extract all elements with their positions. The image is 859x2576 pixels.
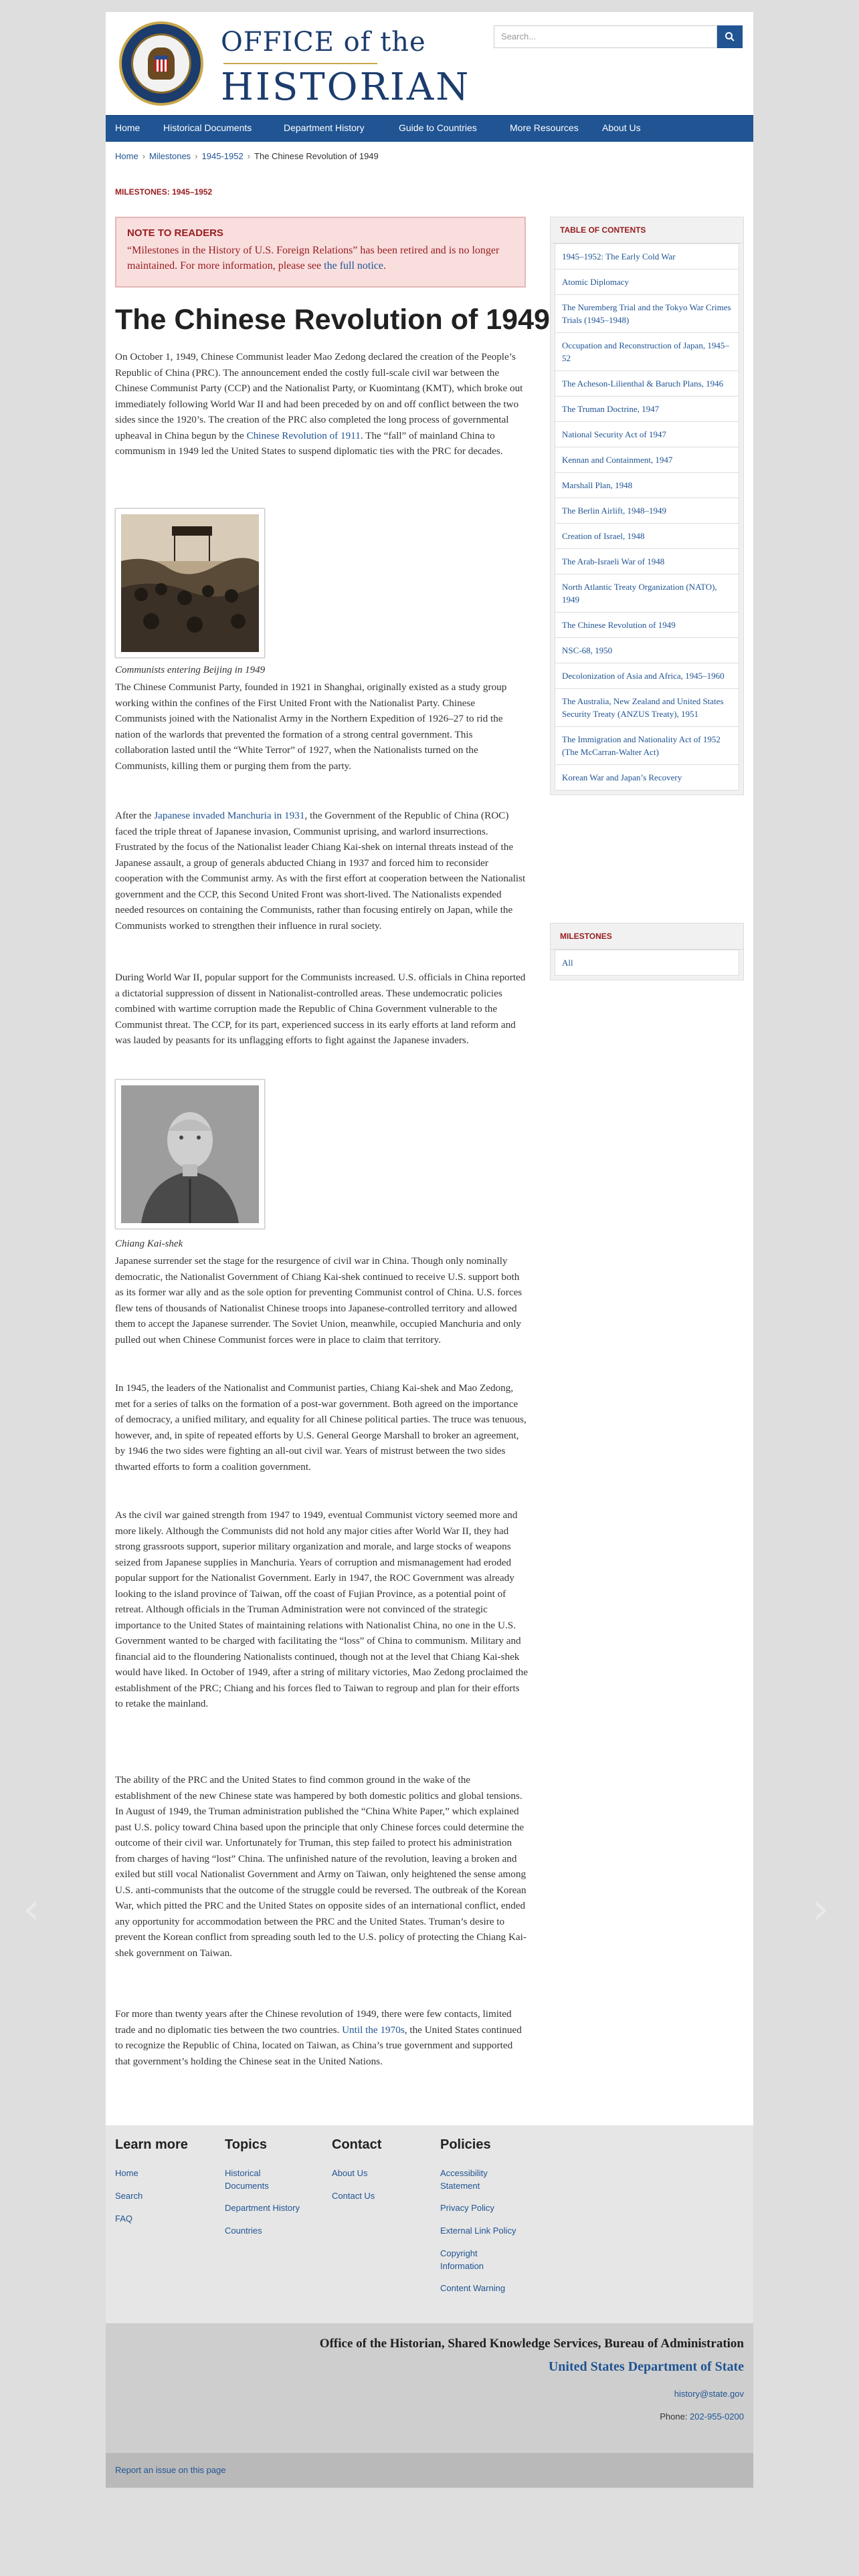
nav-historical-documents[interactable]: Historical Documents <box>163 122 252 133</box>
footer-email-link[interactable]: history@state.gov <box>674 2389 744 2399</box>
toc-item[interactable]: 1945–1952: The Early Cold War <box>555 243 739 270</box>
footer-historical-documents-link[interactable]: Historical Documents <box>225 2168 269 2191</box>
toc-item[interactable]: Occupation and Reconstruction of Japan, 1945–52 <box>555 333 739 371</box>
report-issue-link[interactable]: Report an issue on this page <box>115 2465 226 2475</box>
toc-item[interactable]: The Nuremberg Trial and the Tokyo War Crimes Trials (1945–1948) <box>555 295 739 333</box>
footer-learn-more-heading: Learn more <box>115 2137 188 2152</box>
paragraph-8: The ability of the PRC and the United States to find common ground in the wake of the establishment of the new Chinese state was hampered by both domestic politics and global tensions. In August of 1949, the Truman administration published the “China White Paper,” which explained past U.S. policy toward China based upon the principle that only Chinese forces could determine the outcome of their civil war. Unfortunately for Truman, this step failed to protect his administration from charges of having “lost” China. The unfinished nature of the revolution, leaving a broken and exiled but still vocal Nationalist Government and Army on Taiwan, only heightened the sense among U.S. anti-communists that the outcome of the struggle could be reversed. The outbreak of the Korean War, which pitted the PRC and the United States on opposite sides of an international conflict, ended any opportunity for accommodation between the PRC and the United States. Truman’s desire to prevent the Korean conflict from spreading south led to the U.S. policy of protecting the Chiang Kai-shek government on Taiwan. <box>115 1774 527 1959</box>
toc-item[interactable]: NSC-68, 1950 <box>555 638 739 663</box>
toc-heading: TABLE OF CONTENTS <box>551 217 743 243</box>
footer-contact-heading: Contact <box>332 2137 382 2152</box>
department-seal-logo[interactable] <box>119 21 203 106</box>
footer-department-link[interactable]: United States Department of State <box>548 2359 744 2374</box>
breadcrumb: Home › Milestones › 1945-1952 › The Chinese Revolution of 1949 <box>115 151 379 161</box>
caption-chiang-kai-shek: Chiang Kai-shek <box>115 1239 183 1249</box>
footer-report-bar <box>106 2453 753 2488</box>
paragraph-2: The Chinese Communist Party, founded in 1921 in Shanghai, originally existed as a study group working within the confines of the First United Front with the Nationalist Party. Chinese Communists joined with the Nationalist Army in the Northern Expedition of 1926–27 to rid the nation of the warlords that prevented the formation of a strong central government. This collaboration lasted until the “White Terror” of 1927, when the Nationalists turned on the Communists, killing them or purging them from the party. <box>115 681 507 772</box>
nav-department-history[interactable]: Department History <box>284 122 365 133</box>
toc-item[interactable]: The Truman Doctrine, 1947 <box>555 397 739 422</box>
manchuria-link[interactable]: Japanese invaded Manchuria in 1931 <box>154 810 305 821</box>
footer-home-link[interactable]: Home <box>115 2168 138 2178</box>
note-body: “Milestones in the History of U.S. Foreign Relations” has been retired and is no longer maintained. For more information, please see <box>127 245 500 272</box>
table-of-contents <box>550 217 744 795</box>
paragraph-1: On October 1, 1949, Chinese Communist leader Mao Zedong declared the creation of the People’s Republic of China (PRC). The announcement ended the costly full-scale civil war between the Chinese Communist Party (CCP) and the Nationalist Party, or Kuomintang (KMT), which broke out immediately following World War II and had been preceded by on and off conflict between the two sides since the 1920’s. The creation of the PRC also completed the long process of governmental upheaval in China begun by the Chinese Revolution of 1911. The “fall” of mainland China to communism in 1949 led the United States to suspend diplomatic ties with the PRC for decades. <box>115 351 523 457</box>
toc-item[interactable]: Marshall Plan, 1948 <box>555 473 739 498</box>
toc-item[interactable]: The Australia, New Zealand and United States Security Treaty (ANZUS Treaty), 1951 <box>555 689 739 727</box>
nav-home[interactable]: Home <box>115 122 140 133</box>
toc-item[interactable]: Korean War and Japan’s Recovery <box>555 765 739 790</box>
nav-about-us[interactable]: About Us <box>602 122 641 133</box>
until-1970s-link[interactable]: Until the 1970s <box>342 2024 405 2036</box>
paragraph-7: As the civil war gained strength from 1947 to 1949, eventual Communist victory seemed more and more likely. Although the Communists did not hold any major cities after World War II, they had strong grassroots support, superior military organization and morale, and large stocks of weapons seized from Japanese supplies in Manchuria. Years of corruption and mismanagement had eroded popular support for the Nationalist Government. Early in 1947, the ROC Government was already looking to the island province of Taiwan, off the coast of Fujian Province, as a potential point of retreat. Although officials in the Truman Administration were not convinced of the strategic importance to the United States of maintaining relations with Nationalist China, no one in the U.S. Government wanted to be charged with facilitating the “loss” of China to communism. Military and financial aid to the floundering Nationalists continued, though not at the level that Chiang Kai-shek would have liked. In October of 1949, after a string of military victories, Mao Zedong proclaimed the establishment of the PRC; Chiang and his forces fled to Taiwan to regroup and plan for their efforts to retake the mainland. <box>115 1509 529 1709</box>
milestones-all-link[interactable]: All <box>555 950 739 976</box>
page <box>106 12 753 2488</box>
chiang-kai-shek-photo <box>121 1085 259 1223</box>
main-nav <box>106 115 753 142</box>
footer-org-name: Office of the Historian, Shared Knowledge Services, Bureau of Administration <box>319 2337 744 2351</box>
logo-office-of-the[interactable]: OFFICE of the <box>221 27 426 58</box>
nav-guide-to-countries[interactable]: Guide to Countries <box>399 122 477 133</box>
footer-department-history-link[interactable]: Department History <box>225 2203 300 2213</box>
note-to-readers: NOTE TO READERS “Milestones in the History of U.S. Foreign Relations” has been retired and is no longer maintained. For more information, please see the full notice. <box>115 217 526 288</box>
footer-countries-link[interactable]: Countries <box>225 2226 262 2236</box>
footer-search-link[interactable]: Search <box>115 2191 143 2201</box>
toc-item[interactable]: Kennan and Containment, 1947 <box>555 447 739 473</box>
search-input[interactable]: Search... <box>494 25 717 48</box>
footer-phone-link[interactable]: 202-955-0200 <box>690 2411 744 2422</box>
footer-faq-link[interactable]: FAQ <box>115 2214 133 2224</box>
footer-contact-us-link[interactable]: Contact Us <box>332 2191 375 2201</box>
footer-content-warning-link[interactable]: Content Warning <box>440 2283 506 2293</box>
figure-communists-beijing[interactable] <box>115 508 265 658</box>
milestones-box <box>550 923 744 980</box>
footer-about-us-link[interactable]: About Us <box>332 2168 368 2178</box>
footer-privacy-link[interactable]: Privacy Policy <box>440 2203 494 2213</box>
figure-chiang-kai-shek[interactable] <box>115 1079 265 1229</box>
caption-communists-beijing: Communists entering Beijing in 1949 <box>115 665 266 675</box>
next-arrow-icon[interactable]: › <box>812 1885 830 1934</box>
footer-copyright-link[interactable]: Copyright Information <box>440 2248 484 2271</box>
nav-more-resources[interactable]: More Resources <box>510 122 579 133</box>
paragraph-9: For more than twenty years after the Chinese revolution of 1949, there were few contacts, limited trade and no diplomatic ties between the two countries. Until the 1970s, the United States continued to recognize the Republic of China, located on Taiwan, as China’s true government and supported that government’s holding the Chinese seat in the United Nations. <box>115 2008 522 2067</box>
prev-arrow-icon[interactable]: ‹ <box>23 1885 40 1934</box>
toc-item[interactable]: North Atlantic Treaty Organization (NATO), 1949 <box>555 574 739 613</box>
breadcrumb-milestones[interactable]: Milestones <box>149 151 191 161</box>
communists-entering-beijing-photo <box>121 514 259 652</box>
revolution-1911-link[interactable]: Chinese Revolution of 1911 <box>246 429 361 441</box>
footer-phone: Phone: 202-955-0200 <box>660 2411 744 2422</box>
footer-organization <box>106 2323 753 2453</box>
logo-divider <box>223 63 377 64</box>
footer-accessibility-link[interactable]: Accessibility Statement <box>440 2168 488 2191</box>
footer-external-link-policy[interactable]: External Link Policy <box>440 2226 516 2236</box>
logo-historian[interactable]: HISTORIAN <box>221 66 471 109</box>
toc-item[interactable]: The Chinese Revolution of 1949 <box>555 613 739 638</box>
breadcrumb-period[interactable]: 1945-1952 <box>201 151 244 161</box>
page-title: The Chinese Revolution of 1949 <box>115 304 550 336</box>
breadcrumb-current: The Chinese Revolution of 1949 <box>254 151 379 161</box>
section-eyebrow: MILESTONES: 1945–1952 <box>115 187 213 197</box>
toc-item[interactable]: The Acheson-Lilienthal & Baruch Plans, 1946 <box>555 371 739 397</box>
paragraph-5: Japanese surrender set the stage for the resurgence of civil war in China. Though only nominally democratic, the Nationalist Government of Chiang Kai-shek continued to receive U.S. support both as its former war ally and as the sole option for preventing Communist control of China. U.S. forces flew tens of thousands of Nationalist Chinese troops into Japanese-controlled territory and allowed them to accept the Japanese surrender. The Soviet Union, meanwhile, occupied Manchuria and only pulled out when Chinese Communist forces were in place to claim that territory. <box>115 1255 522 1346</box>
toc-item[interactable]: Creation of Israel, 1948 <box>555 524 739 549</box>
milestones-heading: MILESTONES <box>551 924 743 950</box>
search-icon <box>725 31 735 42</box>
paragraph-4: During World War II, popular support for the Communists increased. U.S. officials in China reported a dictatorial suppression of dissent in Nationalist-controlled areas. These undemocratic policies combined with wartime corruption made the Republic of China Government vulnerable to the Communist threat. The CCP, for its part, experienced success in its early efforts at land reform and was lauded by peasants for its unflagging efforts to fight against the Japanese invaders. <box>115 972 526 1046</box>
site-footer <box>106 2125 753 2323</box>
paragraph-3: After the Japanese invaded Manchuria in 1931, the Government of the Republic of China (ROC) faced the triple threat of Japanese invasion, Communist uprising, and warlord insurrections. Frustrated by the focus of the Nationalist leader Chiang Kai-shek on internal threats instead of the Japanese assault, a group of generals abducted Chiang in 1937 and forced him to reconsider cooperation with the Communist army. As with the first effort at cooperation between the Nationalist government and the CCP, this Second United Front was short-lived. The Nationalists expended needed resources on containing the Communists, rather than focusing entirely on Japan, while the Communists worked to strengthen their influence in rural society. <box>115 810 526 932</box>
note-heading: NOTE TO READERS <box>127 227 223 239</box>
toc-item[interactable]: Atomic Diplomacy <box>555 270 739 295</box>
full-notice-link[interactable]: the full notice <box>324 260 383 272</box>
footer-topics-heading: Topics <box>225 2137 267 2152</box>
footer-policies-heading: Policies <box>440 2137 491 2152</box>
toc-item[interactable]: The Berlin Airlift, 1948–1949 <box>555 498 739 524</box>
search-button[interactable] <box>717 25 743 48</box>
toc-item[interactable]: The Arab-Israeli War of 1948 <box>555 549 739 574</box>
toc-item[interactable]: The Immigration and Nationality Act of 1952 (The McCarran-Walter Act) <box>555 727 739 765</box>
toc-item[interactable]: National Security Act of 1947 <box>555 422 739 447</box>
paragraph-6: In 1945, the leaders of the Nationalist and Communist parties, Chiang Kai-shek and Mao Zedong, met for a series of talks on the formation of a post-war government. Both agreed on the importance of democracy, a unified military, and equality for all Chinese political parties. The truce was tenuous, however, and, in spite of repeated efforts by U.S. General George Marshall to broker an agreement, by 1946 the two sides were fighting an all-out civil war. Years of mistrust between the two sides thwarted efforts to form a coalition government. <box>115 1382 527 1473</box>
toc-item[interactable]: Decolonization of Asia and Africa, 1945–1960 <box>555 663 739 689</box>
breadcrumb-home[interactable]: Home <box>115 151 138 161</box>
site-header <box>106 12 753 115</box>
